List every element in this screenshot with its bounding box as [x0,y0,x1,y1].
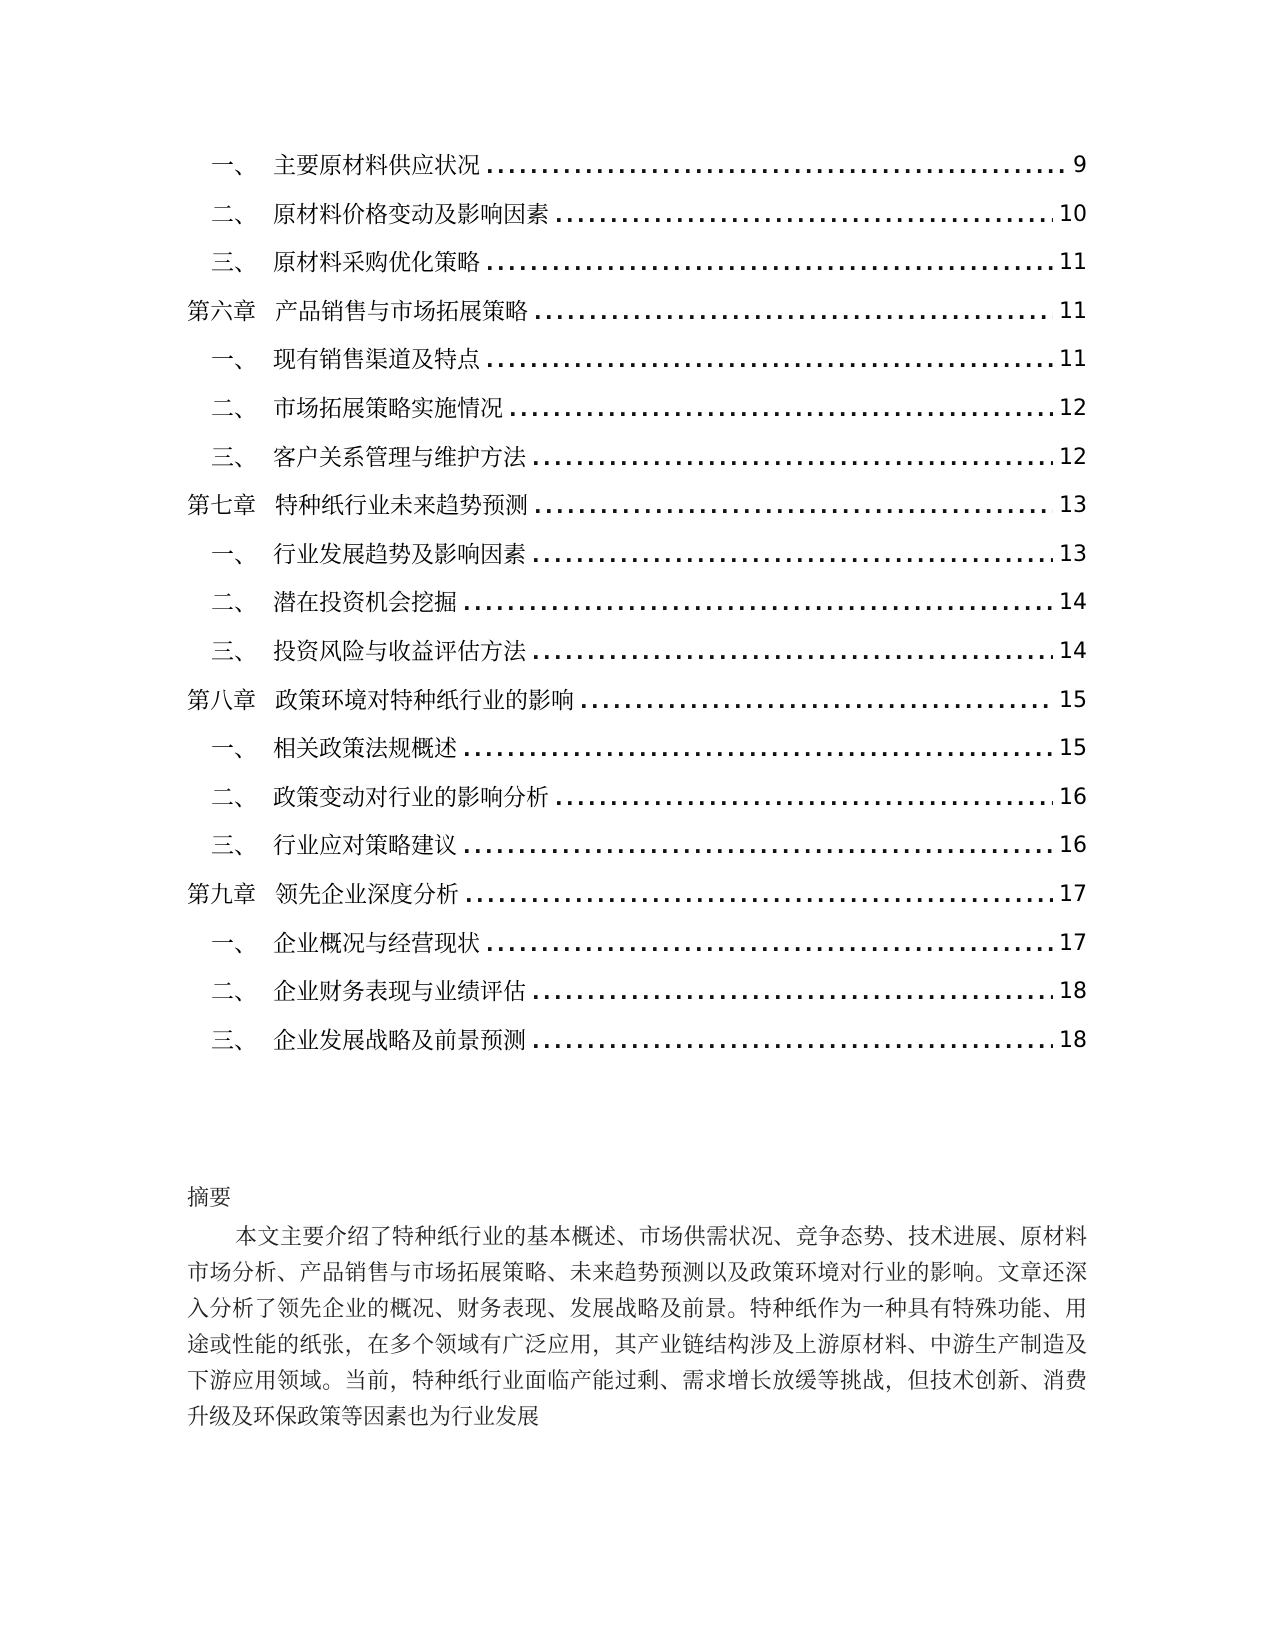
toc-entry-number: 三、 [211,444,257,471]
toc-section-entry[interactable] [187,579,1087,628]
toc-entry-page-number: 14 [1059,590,1087,616]
toc-section-entry[interactable] [187,239,1087,288]
toc-entry-title: 现有销售渠道及特点 [273,347,480,374]
toc-chapter-entry[interactable] [187,482,1087,531]
toc-section-entry[interactable] [187,920,1087,969]
toc-dot-leader [486,336,1053,385]
toc-entry-number: 第八章 [187,687,256,714]
toc-chapter-entry[interactable] [187,871,1087,920]
toc-section-entry[interactable] [187,385,1087,434]
toc-dot-leader [580,677,1053,726]
toc-entry-page-number: 17 [1059,881,1087,907]
abstract-body: 本文主要介绍了特种纸行业的基本概述、市场供需状况、竞争态势、技术进展、原材料市场分析、产品销售与市场拓展策略、未来趋势预测以及政策环境对行业的影响。文章还深入分析了领先企业的概况、财务表现、发展战略及前景。特种纸作为一种具有特殊功能、用途或性能的纸张，在多个领域有广泛应用，其产业链结构涉及上游原材料、中游生产制造及下游应用领域。当前，特种纸行业面临产能过剩、需求增长放缓等挑战，但技术创新、消费升级及环保政策等因素也为行业发展 [187,1225,1087,1430]
toc-dot-leader [463,725,1053,774]
toc-dot-leader [509,385,1053,434]
toc-entry-title: 原材料价格变动及影响因素 [273,201,549,228]
toc-entry-number: 二、 [211,784,257,811]
toc-chapter-entry[interactable] [187,288,1087,337]
abstract-section [187,1178,1087,1436]
toc-entry-number: 一、 [211,347,257,374]
toc-entry-title: 产品销售与市场拓展策略 [275,298,528,325]
toc-entry-title: 企业财务表现与业绩评估 [273,979,526,1006]
toc-section-entry[interactable] [187,822,1087,871]
toc-entry-number: 二、 [211,979,257,1006]
toc-chapter-entry[interactable] [187,677,1087,726]
toc-dot-leader [534,482,1053,531]
toc-entry-title: 行业发展趋势及影响因素 [273,541,526,568]
toc-entry-page-number: 15 [1059,736,1087,762]
toc-dot-leader [534,288,1053,337]
toc-entry-title: 原材料采购优化策略 [273,250,480,277]
toc-dot-leader [532,968,1053,1017]
toc-entry-number: 二、 [211,201,257,228]
toc-entry-page-number: 10 [1059,201,1087,227]
toc-section-entry[interactable] [187,774,1087,823]
toc-dot-leader [555,774,1053,823]
toc-entry-page-number: 11 [1059,347,1087,373]
toc-entry-title: 领先企业深度分析 [275,881,459,908]
toc-dot-leader [532,1017,1053,1066]
toc-entry-title: 市场拓展策略实施情况 [273,395,503,422]
toc-entry-title: 企业发展战略及前景预测 [273,1027,526,1054]
toc-entry-number: 三、 [211,833,257,860]
toc-entry-number: 第九章 [187,881,256,908]
toc-entry-page-number: 16 [1059,784,1087,810]
toc-entry-title: 政策环境对特种纸行业的影响 [275,687,574,714]
toc-entry-page-number: 15 [1059,687,1087,713]
toc-entry-number: 三、 [211,638,257,665]
toc-dot-leader [532,434,1053,483]
toc-entry-title: 政策变动对行业的影响分析 [273,784,549,811]
abstract-heading: 摘要 [187,1186,232,1211]
toc-entry-number: 三、 [211,1027,257,1054]
toc-entry-page-number: 16 [1059,833,1087,859]
toc-entry-page-number: 13 [1059,493,1087,519]
toc-entry-page-number: 9 [1073,153,1087,178]
toc-entry-number: 二、 [211,395,257,422]
toc-entry-page-number: 13 [1059,541,1087,567]
toc-entry-number: 三、 [211,250,257,277]
toc-entry-page-number: 12 [1059,444,1087,470]
toc-dot-leader [486,920,1053,969]
toc-dot-leader [486,142,1067,191]
toc-dot-leader [532,531,1053,580]
toc-entry-number: 一、 [211,930,257,957]
toc-entry-number: 一、 [211,541,257,568]
toc-section-entry[interactable] [187,434,1087,483]
toc-section-entry[interactable] [187,142,1087,191]
toc-entry-page-number: 17 [1059,930,1087,956]
toc-entry-title: 潜在投资机会挖掘 [273,590,457,617]
toc-entry-page-number: 11 [1059,250,1087,276]
toc-entry-page-number: 11 [1059,298,1087,324]
toc-entry-title: 客户关系管理与维护方法 [273,444,526,471]
toc-entry-title: 企业概况与经营现状 [273,930,480,957]
toc-entry-title: 行业应对策略建议 [273,833,457,860]
toc-section-entry[interactable] [187,628,1087,677]
toc-entry-number: 第七章 [187,493,256,520]
toc-entry-title: 特种纸行业未来趋势预测 [275,493,528,520]
toc-dot-leader [555,191,1053,240]
toc-entry-number: 一、 [211,153,257,179]
toc-dot-leader [465,871,1053,920]
toc-entry-title: 主要原材料供应状况 [273,153,480,179]
toc-dot-leader [532,628,1053,677]
toc-entry-title: 投资风险与收益评估方法 [273,638,526,665]
toc-section-entry[interactable] [187,968,1087,1017]
toc-section-entry[interactable] [187,1017,1087,1066]
toc-section-entry[interactable] [187,531,1087,580]
toc-entry-page-number: 14 [1059,638,1087,664]
toc-entry-number: 第六章 [187,298,256,325]
toc-entry-title: 相关政策法规概述 [273,736,457,763]
toc-section-entry[interactable] [187,191,1087,240]
toc-dot-leader [463,579,1053,628]
toc-entry-page-number: 18 [1059,1027,1087,1053]
table-of-contents [187,142,1087,1065]
toc-entry-page-number: 12 [1059,395,1087,421]
toc-section-entry[interactable] [187,336,1087,385]
toc-entry-number: 二、 [211,590,257,617]
toc-entry-number: 一、 [211,736,257,763]
toc-entry-page-number: 18 [1059,979,1087,1005]
toc-dot-leader [463,822,1053,871]
toc-dot-leader [486,239,1053,288]
toc-section-entry[interactable] [187,725,1087,774]
